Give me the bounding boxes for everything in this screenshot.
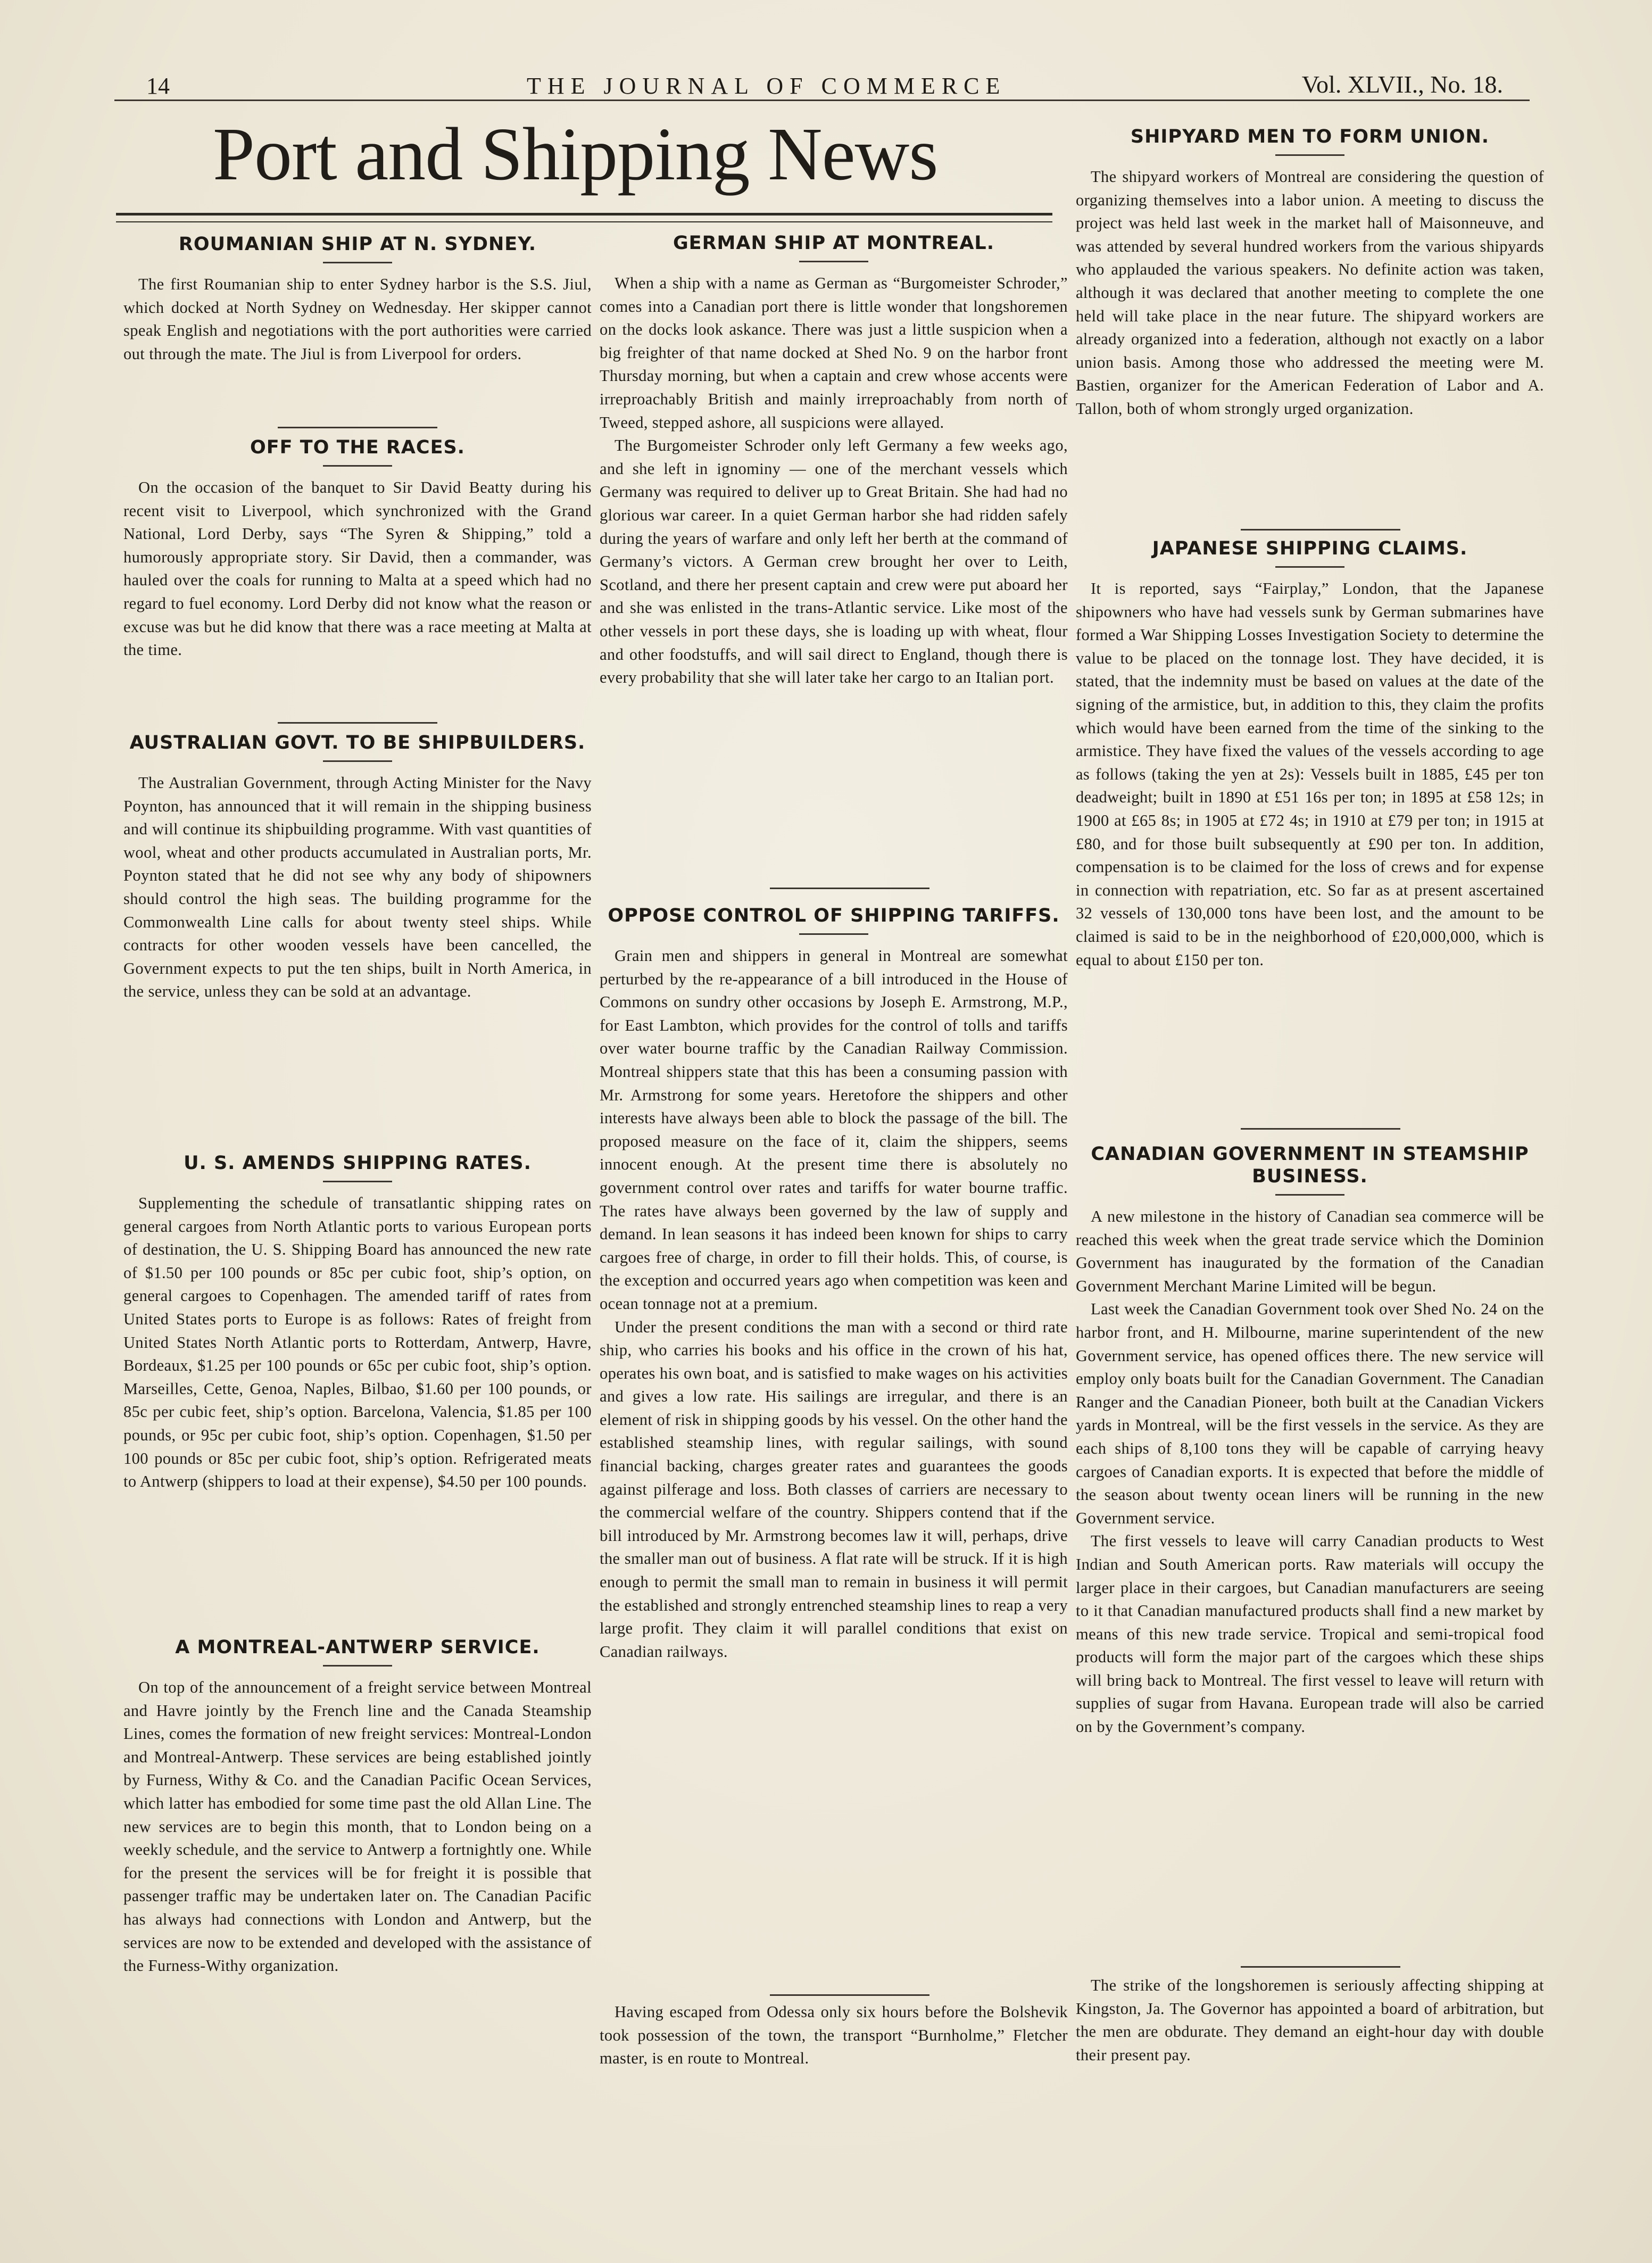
article-body-1: Grain men and shippers in general in Montreal are somewhat perturbed by the re-appearance of a bill introduced in the House of Commons on sundry other occasions by Joseph E. Armstrong, M.P., for East Lambton, which provides for the control of tolls and tariffs over water bourne traffic by the Canadian Railway Commission. Montreal shippers state that this has been a consuming passion with Mr. Armstrong for some years. Heretofore the shippers and other interests have always been able to block the passage of the bill. The proposed measure on the face of it, claim the shippers, seems innocent enough. At the present time there is absolutely no government control over rates and tariffs for water bourne traffic. The rates have always been governed by the law of supply and demand. In lean seasons it has indeed been known for ships to carry cargoes free of charge, in order to fill their holds. This, of course, is the exception and occurred years ago when competition was keen and ocean tonnage not at a premium. bbox=[600, 947, 1068, 1313]
article-body: The shipyard workers of Montreal are considering the question of organizing themselves into a labor union. A meeting to discuss the project was held last week in the market hall of Maisonneuve, and was attended by several hundred workers from the various shipyards who applauded the various speakers. No definite action was taken, although it was declared that another meeting to complete the one held will take place in the near future. The shipyard workers are already organized into a federation, although not exactly on a labor union basis. Among those who addressed the meeting were M. Bastien, organizer for the American Federation of Labor and A. Tallon, both of whom strongly urged organization. bbox=[1076, 168, 1544, 418]
article-off-to-the-races bbox=[123, 436, 592, 662]
article-german-ship bbox=[600, 232, 1068, 690]
article-australian-govt bbox=[123, 732, 592, 1004]
headline: ROUMANIAN SHIP AT N. SYDNEY. bbox=[178, 234, 537, 255]
separator-rule bbox=[1241, 1966, 1400, 1968]
headline-rule bbox=[323, 760, 392, 762]
volume-issue: Vol. XLVII., No. 18. bbox=[1301, 71, 1503, 98]
article-kingston-strike bbox=[1076, 1974, 1544, 2067]
separator-rule bbox=[1241, 529, 1400, 530]
article-body: Having escaped from Odessa only six hours before the Bolshevik took possession of the town, the transport “Burnholme,” Fletcher master, is en route to Montreal. bbox=[600, 2003, 1068, 2068]
journal-name: THE JOURNAL OF COMMERCE bbox=[527, 73, 1007, 99]
headline-rule bbox=[323, 1181, 392, 1182]
separator-rule bbox=[278, 427, 437, 428]
article-body-2: Last week the Canadian Government took over Shed No. 24 on the harbor front, and H. Milbourne, marine superintendent of the new Government service, has opened offices there. The new service will employ only boats built for the Canadian Government. The Canadian Ranger and the Canadian Pioneer, both built at the Canadian Vickers yards in Montreal, will be the first vessels in the service. As they are each ships of 8,100 tons they will be capable of carrying heavy cargoes of Canadian exports. It is expected that before the middle of the season about twenty ocean liners will be running in the new Government service. bbox=[1076, 1300, 1544, 1527]
separator-rule bbox=[1241, 1128, 1400, 1130]
headline: JAPANESE SHIPPING CLAIMS. bbox=[1152, 538, 1468, 559]
page-number: 14 bbox=[146, 73, 170, 99]
headline: CANADIAN GOVERNMENT IN STEAMSHIP BUSINESS. bbox=[1091, 1143, 1529, 1187]
page-header bbox=[114, 68, 1530, 101]
headline: A MONTREAL-ANTWERP SERVICE. bbox=[175, 1637, 540, 1658]
separator-rule bbox=[278, 722, 437, 724]
headline: SHIPYARD MEN TO FORM UNION. bbox=[1130, 126, 1490, 147]
separator-rule bbox=[770, 1994, 929, 1996]
section-masthead: Port and Shipping News bbox=[213, 112, 938, 196]
article-us-shipping-rates bbox=[123, 1152, 592, 1494]
separator-rule bbox=[770, 888, 929, 889]
headline: GERMAN SHIP AT MONTREAL. bbox=[673, 233, 995, 254]
headline: U. S. AMENDS SHIPPING RATES. bbox=[184, 1153, 532, 1174]
headline: OFF TO THE RACES. bbox=[250, 437, 465, 458]
headline-rule bbox=[799, 261, 868, 262]
article-body: On top of the announcement of a freight service between Montreal and Havre jointly by the French line and the Canada Steamship Lines, comes the formation of new freight services: Montreal-London and Montreal-Antwerp. These services are being established jointly by Furness, Withy & Co. and the Canadian Pacific Ocean Services, which latter has embodied for some time past the old Allan Line. The new services are to begin this month, that to London being on a weekly schedule, and the service to Antwerp a fortnightly one. While for the present the services will be for freight it is possible that passenger traffic may be undertaken later on. The Canadian Pacific has always had connections with London and Antwerp, but the services are now to be extended and developed with the assistance of the Furness-Withy organization. bbox=[123, 1678, 592, 1975]
headline-rule bbox=[323, 465, 392, 467]
headline-rule bbox=[1275, 154, 1344, 156]
headline-rule bbox=[323, 262, 392, 263]
article-japanese-claims bbox=[1076, 537, 1544, 972]
article-shipyard-union bbox=[1076, 126, 1544, 421]
headline-rule bbox=[1275, 1194, 1344, 1196]
article-body: The first Roumanian ship to enter Sydney harbor is the S.S. Jiul, which docked at North Sydney on Wednesday. Her skipper cannot speak English and negotiations with the port authorities were carried out through the mate. The Jiul is from Liverpool for orders. bbox=[123, 275, 592, 363]
article-body-2: Under the present conditions the man with a second or third rate ship, who carries his books and his office in the crown of his hat, operates his own boat, and is satisfied to make wages on his activities and gives a low rate. His sailings are irregular, and there is an element of risk in shipping goods by his vessel. On the other hand the established steamship lines, with regular sailings, with sound financial backing, charges greater rates and guarantees the goods against pilferage and loss. Both classes of carriers are necessary to the commercial welfare of the country. Shippers contend that if the bill introduced by Mr. Armstrong becomes law it will, perhaps, drive the smaller man out of business. A flat rate will be struck. If it is high enough to permit the small man to remain in business it will permit the established and strongly entrenched steamship lines to reap a very large profit. They claim it will parallel conditions that exist on Canadian railways. bbox=[600, 1317, 1068, 1661]
masthead-double-rule bbox=[116, 213, 1052, 222]
article-body-2: The Burgomeister Schroder only left Germany a few weeks ago, and she left in ignominy — one of the merchant vessels which Germany was required to deliver up to Great Britain. She had had no glorious war career. In a quiet German harbor she had ridden safely during the years of warfare and only left her berth at the command of Germany’s victors. A German crew brought her over to Leith, Scotland, and there her present captain and crew were put aboard her and she was enlisted in the trans-Atlantic service. Like most of the other vessels in port these days, she is loading up with wheat, flour and other foodstuffs, and will sail direct to England, though there is every probability that she will later take her cargo to an Italian port. bbox=[600, 436, 1068, 687]
article-body-1: A new milestone in the history of Canadian sea commerce will be reached this week when the great trade service which the Dominion Government has inaugurated by the formation of the Canadian Government Merchant Marine Limited will be begun. bbox=[1076, 1207, 1544, 1295]
article-body-3: The first vessels to leave will carry Canadian products to West Indian and South American ports. Raw materials will occupy the larger place in their cargoes, but Canadian manufacturers are seeing to it that Canadian manufactured products shall find a new market by means of this new trade service. Tropical and semi-tropical food products will form the major part of the cargoes which these ships will bring back to Montreal. The first vessel to leave will return with supplies of sugar from Havana. European trade will also be carried on by the Government’s company. bbox=[1076, 1532, 1544, 1736]
article-body: The Australian Government, through Acting Minister for the Navy Poynton, has announced that it will remain in the shipping business and will continue its shipbuilding programme. With vast quantities of wool, wheat and other products accumulated in Australian ports, Mr. Poynton stated that he did not see why any body of shipowners should control the high seas. The building programme for the Commonwealth Line calls for about twenty steel ships. While contracts for other wooden vessels have been cancelled, the Government expects to put the ten ships, built in North America, in the service, unless they can be sold at an advantage. bbox=[123, 774, 592, 1001]
article-body: The strike of the longshoremen is seriously affecting shipping at Kingston, Ja. The Governor has appointed a board of arbitration, but the men are obdurate. They demand an eight-hour day with double their present pay. bbox=[1076, 1976, 1544, 2064]
article-montreal-antwerp bbox=[123, 1636, 592, 1978]
headline: AUSTRALIAN GOVT. TO BE SHIPBUILDERS. bbox=[129, 732, 586, 753]
headline-rule bbox=[1275, 566, 1344, 568]
headline-rule bbox=[323, 1665, 392, 1667]
article-oppose-control-tariffs bbox=[600, 905, 1068, 1663]
article-roumanian-ship bbox=[123, 233, 592, 366]
article-body: On the occasion of the banquet to Sir David Beatty during his recent visit to Liverpool, which synchronized with the Grand National, Lord Derby, says “The Syren & Shipping,” told a humorously appropriate story. Sir David, then a commander, was hauled over the coals for running to Malta at a speed which had no regard to fuel economy. Lord Derby did not know what the reason or excuse was but he did know that there was a race meeting at Malta at the time. bbox=[123, 478, 592, 659]
headline-rule bbox=[799, 933, 868, 935]
article-odessa bbox=[600, 2001, 1068, 2070]
article-canadian-government bbox=[1076, 1143, 1544, 1739]
article-body: Supplementing the schedule of transatlantic shipping rates on general cargoes from North Atlantic ports to various European ports of destination, the U. S. Shipping Board has announced the new rate of $1.50 per 100 pounds or 85c per cubic foot, ship’s option, on general cargoes to Copenhagen. The amended tariff of rates from United States ports to Europe is as follows: Rates of freight from United States North Atlantic ports to Rotterdam, Antwerp, Havre, Bordeaux, $1.25 per 100 pounds or 65c per cubic foot, ship’s option. Marseilles, Cette, Genoa, Naples, Bilbao, $1.60 per 100 pounds, or 85c per cubic feet, ship’s option. Barcelona, Valencia, $1.85 per 100 pounds, or 95c per cubic foot, ship’s option. Copenhagen, $1.50 per 100 pounds or 85c per cubic foot, ship’s option. Refrigerated meats to Antwerp (shippers to load at their expense), $4.50 per 100 pounds. bbox=[123, 1194, 592, 1491]
article-body-1: When a ship with a name as German as “Burgomeister Schroder,” comes into a Canadian port there is little wonder that longshoremen on the docks look askance. There was just a little suspicion when a big freighter of that name docked at Shed No. 9 on the harbor front Thursday morning, but when a captain and crew whose accents were irreproachably British and mainly irreproachably from north of Tweed, stepped ashore, all suspicions were allayed. bbox=[600, 274, 1068, 432]
article-body: It is reported, says “Fairplay,” London, that the Japanese shipowners who have had vessels sunk by German submarines have formed a War Shipping Losses Investigation Society to determine the value to be placed on the tonnage lost. They have decided, it is stated, that the indemnity must be based on values at the date of the signing of the armistice, but, in addition to this, they claim the profits which would have been earned from the time of the sinking to the armistice. They have fixed the values of the vessels according to age as follows (taking the yen at 2s): Vessels built in 1885, £45 per ton deadweight; built in 1890 at £51 16s per ton; in 1895 at £58 12s; in 1900 at £65 8s; in 1905 at £72 4s; in 1910 at £79 per ton; in 1915 at £80, and for those built subsequently at £90 per ton. In addition, compensation is to be claimed for the loss of crews and for expense in connection with repatriation, etc. So far as at present ascertained 32 vessels of 130,000 tons have been lost, and the amount to be claimed is said to be in the neighborhood of £20,000,000, which is equal to about £150 per ton. bbox=[1076, 579, 1544, 969]
headline: OPPOSE CONTROL OF SHIPPING TARIFFS. bbox=[608, 905, 1060, 926]
